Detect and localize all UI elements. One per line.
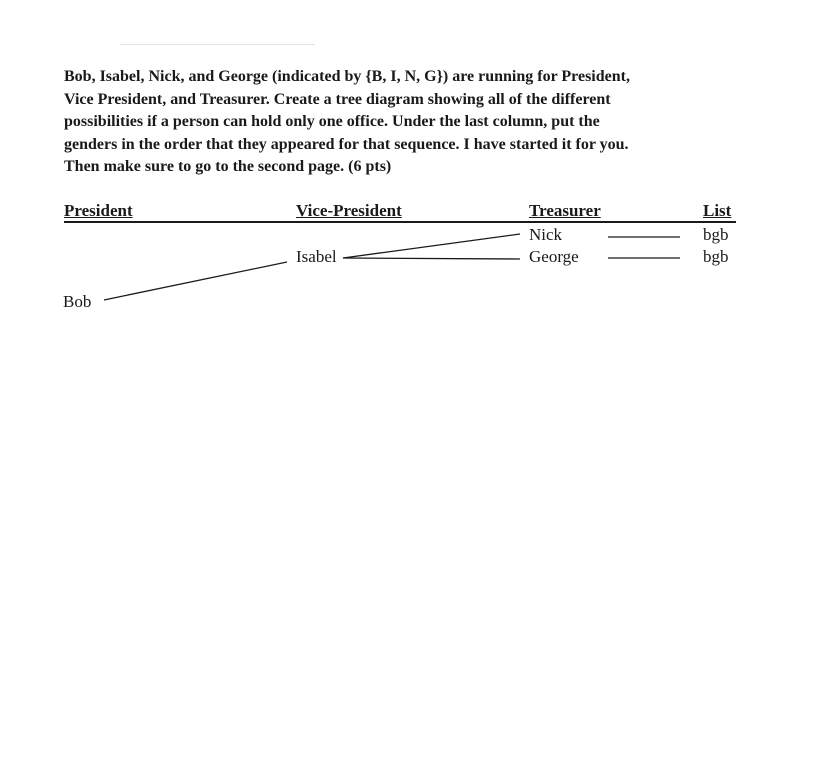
column-header-president: President bbox=[64, 201, 133, 220]
gender-list-entry: bgb bbox=[703, 247, 729, 266]
branch-isabel-to-nick bbox=[343, 234, 520, 258]
branch-isabel-to-george bbox=[343, 258, 520, 259]
tree-node-vice-president: Isabel bbox=[296, 247, 337, 266]
gender-list-entry: bgb bbox=[703, 225, 729, 244]
instruction-line: Vice President, and Treasurer. Create a tree diagram showing all of the different bbox=[64, 90, 611, 108]
instruction-line: Then make sure to go to the second page. (6 pts) bbox=[64, 158, 392, 176]
instruction-line: genders in the order that they appeared for that sequence. I have started it for you. bbox=[64, 135, 629, 153]
tree-node-treasurer: George bbox=[529, 247, 579, 266]
instruction-line: possibilities if a person can hold only one office. Under the last column, put the bbox=[64, 113, 600, 131]
instruction-line: Bob, Isabel, Nick, and George (indicated by {B, I, N, G}) are running for President, bbox=[64, 68, 630, 85]
tree-node-president: Bob bbox=[63, 292, 92, 311]
column-header-list: List bbox=[703, 201, 732, 220]
column-header-treasurer: Treasurer bbox=[529, 201, 601, 220]
branch-bob-to-isabel bbox=[104, 262, 287, 300]
tree-node-treasurer: Nick bbox=[529, 225, 563, 244]
column-header-vice-president: Vice-President bbox=[296, 201, 402, 220]
